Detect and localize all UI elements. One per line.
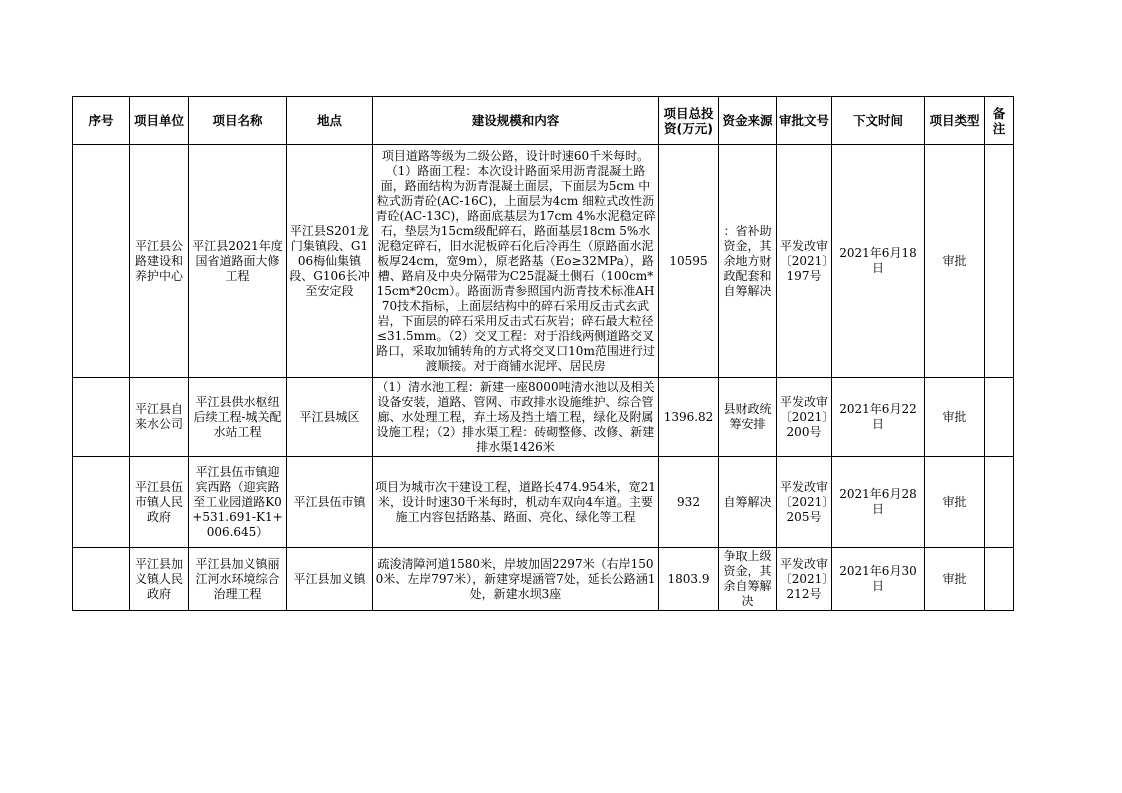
content-text: 项目道路等级为二级公路，设计时速60千米每时。（1）路面工程：本次设计路面采用沥青混凝土路面，路面结构为沥青混凝土面层，下面层为5cm 中粒式沥青砼(AC-16C)，上面层为4cm 细粒式改性沥青砼(AC-13C)，路面底基层为17cm 4%水泥稳定碎石，垫层为15cm级配碎石，路面基层18cm 5%水泥稳定碎石，旧水泥板碎石化后冷再生（原路面水泥板厚24cm，宽9m），原老路基（Eo≥32MPa），路槽、路肩及中央分隔带为C25混凝土侧石（100cm*15cm*20cm）。路面沥青参照国内沥青技术标准AH70技术指标，上面层结构中的碎石采用反击式玄武岩，下面层的碎石采用反击式石灰岩；碎石最大粒径≤31.5mm。（2）交叉工程：对于沿线两侧道路交叉路口，采取加铺转角的方式将交叉口10m范围进行过渡顺接。对于商铺水泥坪、居民房 xyxy=(375,148,656,373)
investment-cell: 1396.82 xyxy=(659,378,719,457)
header-cell: 序号 xyxy=(73,97,130,145)
table-row xyxy=(73,378,1014,457)
funding-cell: 县财政统筹安排 xyxy=(719,378,777,457)
location-cell: 平江县城区 xyxy=(287,378,373,457)
content-cell: 项目为城市次干建设工程，道路长474.954米，宽21米，设计时速30千米每时，机动车双向4车道。主要施工内容包括路基、路面、亮化、绿化等工程 xyxy=(373,457,659,548)
header-cell: 地点 xyxy=(287,97,373,145)
header-cell: 项目类型 xyxy=(925,97,985,145)
type-cell: 审批 xyxy=(925,378,985,457)
investment-cell: 932 xyxy=(659,457,719,548)
funding-cell: 自筹解决 xyxy=(719,457,777,548)
name-cell: 平江县2021年度国省道路面大修工程 xyxy=(189,145,287,378)
header-row xyxy=(73,97,1014,145)
header-cell: 项目总投资(万元) xyxy=(659,97,719,145)
funding-cell: 争取上级资金，其余自筹解决 xyxy=(719,548,777,611)
content-cell: （1）清水池工程：新建一座8000吨清水池以及相关设备安装，道路、管网、市政排水设施维护、综合管廊、水处理工程，弃土场及挡土墙工程，绿化及附属设施工程；（2）排水渠工程：砖砌整修、改修、新建排水渠1426米 xyxy=(373,378,659,457)
table-row xyxy=(73,145,1014,378)
unit-cell: 平江县公路建设和养护中心 xyxy=(130,145,189,378)
project-approval-table xyxy=(72,96,1014,611)
type-cell: 审批 xyxy=(925,548,985,611)
unit-cell: 平江县伍市镇人民政府 xyxy=(130,457,189,548)
approval-cell: 平发改审〔2021〕200号 xyxy=(777,378,832,457)
table-row xyxy=(73,548,1014,611)
date-cell: 2021年6月30日 xyxy=(832,548,925,611)
name-cell: 平江县供水枢纽后续工程-城关配水站工程 xyxy=(189,378,287,457)
date-cell: 2021年6月18日 xyxy=(832,145,925,378)
header-cell: 下文时间 xyxy=(832,97,925,145)
name-cell: 平江县伍市镇迎宾西路（迎宾路至工业园道路K0+531.691-K1+006.645） xyxy=(189,457,287,548)
investment-cell: 10595 xyxy=(659,145,719,378)
unit-cell: 平江县自来水公司 xyxy=(130,378,189,457)
location-cell: 平江县伍市镇 xyxy=(287,457,373,548)
date-cell: 2021年6月22日 xyxy=(832,378,925,457)
header-cell: 审批文号 xyxy=(777,97,832,145)
unit-cell: 平江县加义镇人民政府 xyxy=(130,548,189,611)
header-cell: 资金来源 xyxy=(719,97,777,145)
content-cell xyxy=(373,145,659,378)
seq-cell xyxy=(73,457,130,548)
investment-cell: 1803.9 xyxy=(659,548,719,611)
seq-cell xyxy=(73,378,130,457)
approval-cell: 平发改审〔2021〕212号 xyxy=(777,548,832,611)
note-cell xyxy=(985,457,1014,548)
location-cell: 平江县加义镇 xyxy=(287,548,373,611)
content-cell: 疏浚清障河道1580米，岸坡加固2297米（右岸1500米、左岸797米），新建穿堤涵管7处，延长公路涵1处，新建水坝3座 xyxy=(373,548,659,611)
note-cell xyxy=(985,378,1014,457)
header-cell: 备注 xyxy=(985,97,1014,145)
table-row xyxy=(73,457,1014,548)
header-cell: 项目单位 xyxy=(130,97,189,145)
location-cell: 平江县S201龙门集镇段、G106梅仙集镇段、G106长冲至安定段 xyxy=(287,145,373,378)
approval-cell: 平发改审〔2021〕205号 xyxy=(777,457,832,548)
date-cell: 2021年6月28日 xyxy=(832,457,925,548)
note-cell xyxy=(985,548,1014,611)
type-cell: 审批 xyxy=(925,145,985,378)
seq-cell xyxy=(73,548,130,611)
type-cell: 审批 xyxy=(925,457,985,548)
funding-cell: ：省补助资金，其余地方财政配套和自筹解决 xyxy=(719,145,777,378)
note-cell xyxy=(985,145,1014,378)
header-cell: 项目名称 xyxy=(189,97,287,145)
header-cell: 建设规模和内容 xyxy=(373,97,659,145)
approval-cell: 平发改审〔2021〕197号 xyxy=(777,145,832,378)
seq-cell xyxy=(73,145,130,378)
name-cell: 平江县加义镇丽江河水环境综合治理工程 xyxy=(189,548,287,611)
